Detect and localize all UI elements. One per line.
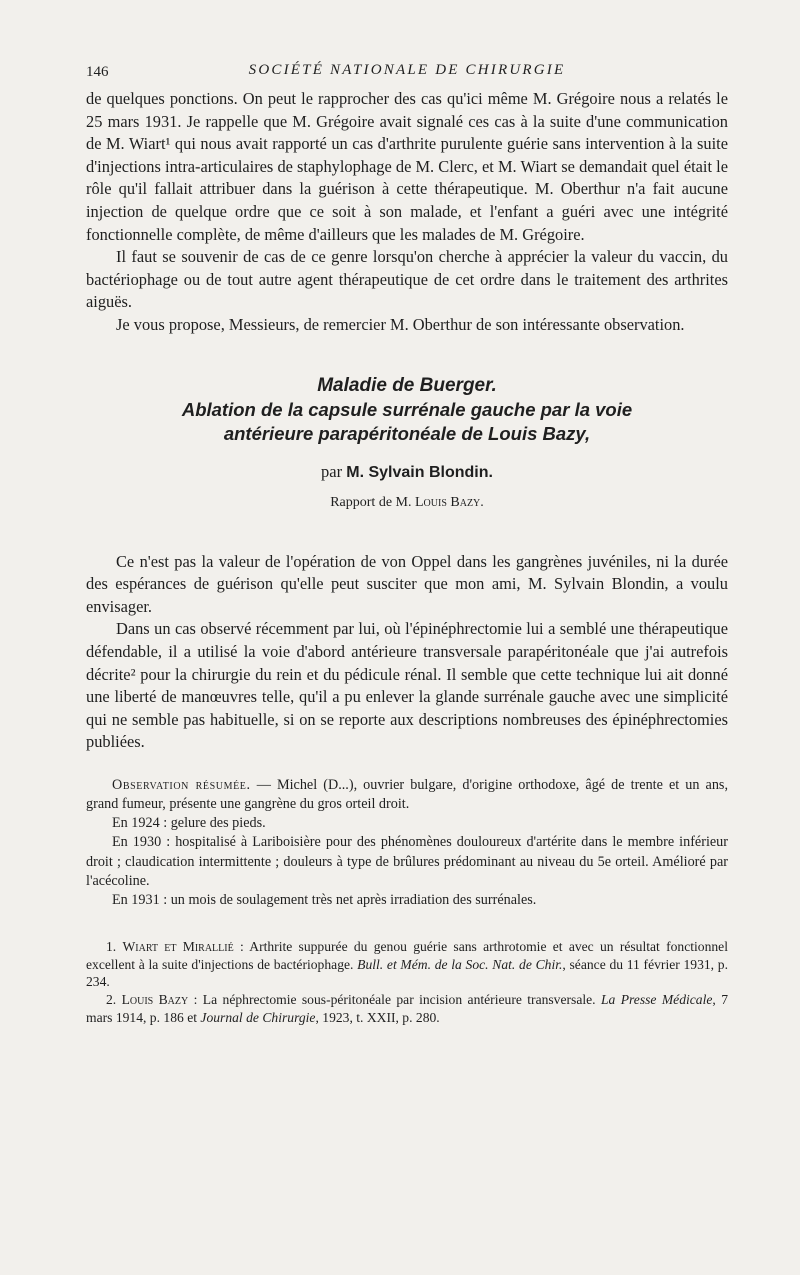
footnote-journal: Bull. et Mém. de la Soc. Nat. de Chir. [357, 956, 563, 972]
article-title: Maladie de Buerger. [317, 374, 497, 396]
running-head [86, 58, 728, 88]
footnote-ref: , séance du 11 février 1931, p. 234. [86, 956, 728, 990]
footnotes [86, 938, 728, 1026]
article-subtitle-line: antérieure parapéritonéale de Louis Bazy, [223, 423, 591, 445]
byline [86, 462, 728, 482]
observation [86, 776, 728, 910]
observation-text: — Michel (D...), ouvrier bulgare, d'origine orthodoxe, âgé de trente et un ans, grand fumeur, présente une gangrène du gros orteil droit. [86, 776, 728, 813]
observation-label: Observation résumée. [112, 776, 251, 793]
observation-paragraph: En 1930 : hospitalisé à Lariboisière pour des phénomènes douloureux d'artérite dans le membre inférieur droit ; claudication intermittente ; douleurs à type de brûlures prédominant au niveau du 5e orteil. Amélioré par l'acécoline. [86, 834, 728, 889]
observation-paragraph: En 1924 : gelure des pieds. [112, 815, 266, 832]
top-section [86, 88, 728, 337]
footnote-author: Wiart et Mirallié [122, 939, 234, 955]
journal-title: SOCIÉTÉ NATIONALE DE CHIRURGIE [248, 62, 566, 78]
byline-prefix: par [321, 461, 343, 481]
page-number: 146 [86, 64, 109, 80]
paragraph: Je vous propose, Messieurs, de remercier M. Oberthur de son intéressante observation. [116, 314, 685, 334]
footnote-author: Louis Bazy [121, 992, 189, 1008]
observation-paragraph [86, 776, 728, 814]
footnote-journal: La Presse Médicale [600, 992, 713, 1008]
paragraph: Dans un cas observé récemment par lui, où l'épinéphrectomie lui a semblé une thérapeutique défendable, il a utilisé la voie d'abord antérieure transversale parapéritonéale que j'ai autrefois décrite² pour la chirurgie du rein et du pédicule rénal. Il semble que cette technique lui ait donné une liberté de manœuvres telle, qu'il a pu enlever la glande surrénale gauche avec une simplicité qui ne semble pas habituelle, si on se reporte aux descriptions nombreuses des épinéphrectomies publiées. [86, 619, 728, 752]
report-author: M. Louis Bazy. [395, 494, 484, 510]
author-name: M. Sylvain Blondin. [346, 463, 493, 481]
paragraph: Ce n'est pas la valeur de l'opération de von Oppel dans les gangrènes juvéniles, ni la durée des espérances de guérison qu'elle peut susciter que mon ami, M. Sylvain Blondin, a voulu envisager. [86, 551, 728, 616]
footnote-1 [86, 938, 728, 991]
report-line [86, 495, 728, 511]
footnote-text: , 7 mars 1914, p. 186 et [86, 992, 729, 1025]
footnote-2 [86, 991, 728, 1026]
footnote-journal: Journal de Chirurgie [200, 1009, 316, 1025]
footnote-number: 1. [106, 939, 117, 955]
paragraph: de quelques ponctions. On peut le rapprocher des cas qu'ici même M. Grégoire nous a relatés le 25 mars 1931. Je rappelle que M. Grégoire avait signalé ces cas à la suite d'une communication de M. Wiart¹ qui nous avait rapporté un cas d'arthrite purulente guérie sans intervention à la suite d'injections intra-articulaires de staphylophage de M. Clerc, et M. Wiart se demandait quel était le rôle qu'il fallait attribuer dans la guérison à cette thérapeutique. M. Oberthur n'a fait aucune injection de quelque ordre que ce soit à son malade, et l'enfant a guéri avec une intégrité fonctionnelle complète, de même d'ailleurs que les malades de M. Grégoire. [86, 89, 728, 244]
paragraph: Il faut se souvenir de cas de ce genre lorsqu'on cherche à apprécier la valeur du vaccin, du bactériophage ou de tout autre agent thérapeutique de cet ordre dans le traitement des arthrites aiguës. [86, 247, 728, 312]
footnote-text: : Arthrite suppurée du genou guérie sans arthrotomie et avec un résultat fonctionnel excellent à la suite d'injections de bactériophage. [86, 939, 728, 972]
report-prefix: Rapport de [330, 494, 393, 510]
main-section [86, 551, 728, 754]
observation-paragraph: En 1931 : un mois de soulagement très net après irradiation des surrénales. [112, 892, 537, 909]
footnote-ref: , 1923, t. XXII, p. 280. [315, 1009, 440, 1025]
footnote-number: 2. [106, 992, 117, 1008]
footnote-text: : La néphrectomie sous-péritonéale par incision antérieure transversale. [193, 992, 596, 1008]
article-subtitle-line: Ablation de la capsule surrénale gauche par la voie [181, 398, 633, 420]
article-heading [86, 373, 728, 511]
page [86, 58, 728, 1026]
